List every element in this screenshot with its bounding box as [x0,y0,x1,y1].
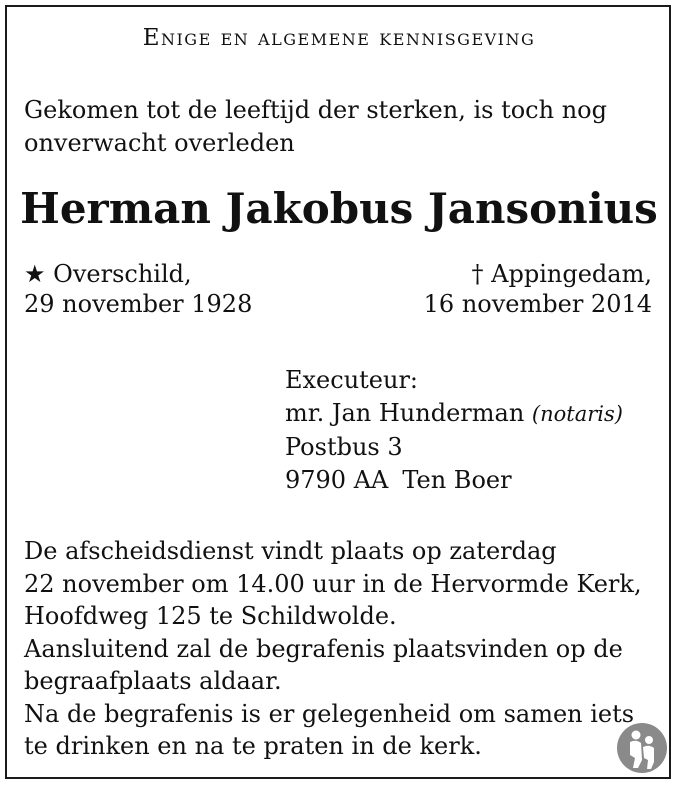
service-line: te drinken en na te praten in de kerk. [24,732,482,760]
service-line: Na de begrafenis is er gelegenheid om samen iets [24,699,635,728]
executor-name: mr. Jan Hunderman [285,399,525,427]
service-line: begraafplaats aldaar. [24,667,282,695]
service-line: De afscheidsdienst vindt plaats op zaterdag [24,537,557,565]
figures-logo-icon [616,722,668,774]
birth-info [24,259,252,319]
executor-city: Ten Boer [402,466,512,494]
notice-card [5,5,671,779]
intro-line: onverwacht overleden [24,129,295,157]
executor-label: Executeur: [285,366,419,394]
service-details [24,535,664,763]
star-icon: ★ [24,260,46,288]
birth-date: 29 november 1928 [24,290,253,318]
service-line: 22 november om 14.00 uur in de Hervormde Kerk, [24,569,642,598]
deceased-name: Herman Jakobus Jansonius [20,184,658,233]
death-date: 16 november 2014 [423,290,652,318]
birth-place: Overschild, [53,260,192,288]
service-line: Hoofdweg 125 te Schildwolde. [24,602,397,630]
executor-address: Postbus 3 [285,433,403,461]
executor-role: (notaris) [531,402,623,426]
death-info [424,259,652,319]
notice-heading: Enige en algemene kennisgeving [142,25,536,51]
cross-icon: † [471,260,484,288]
service-line: Aansluitend zal de begrafenis plaatsvinden op de [24,634,623,663]
death-place: Appingedam, [491,260,652,288]
intro-text [24,94,654,160]
intro-line: Gekomen tot de leeftijd der sterken, is toch nog [24,96,607,124]
executor-postcode: 9790 AA [285,466,389,494]
executor-block [285,364,623,497]
